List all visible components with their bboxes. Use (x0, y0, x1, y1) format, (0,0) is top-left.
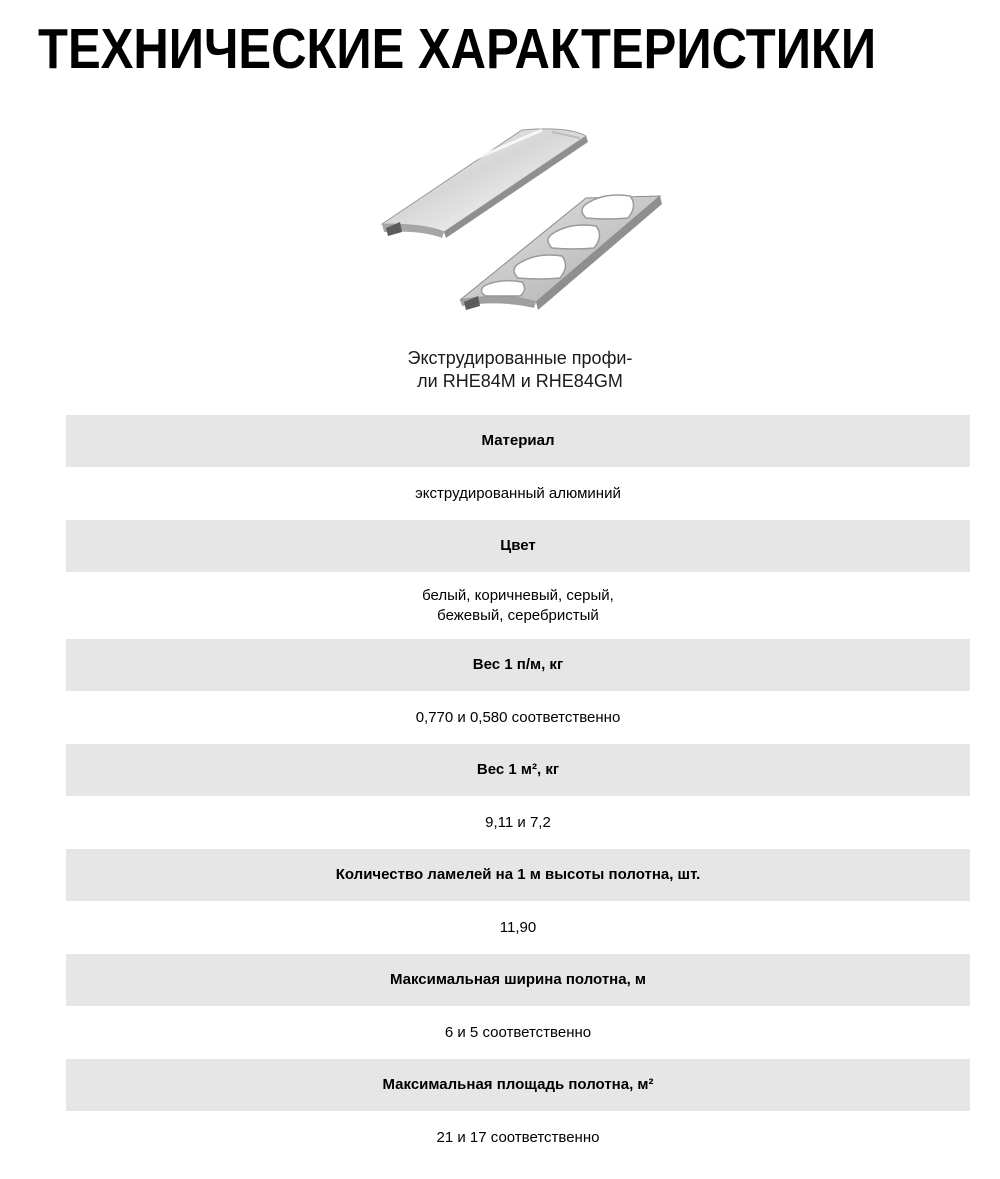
spec-header-max-area: Максимальная площадь полотна, м² (66, 1059, 970, 1111)
spec-value-max-area: 21 и 17 соответственно (66, 1111, 970, 1164)
spec-value-weight-per-meter: 0,770 и 0,580 соответственно (66, 691, 970, 744)
spec-value-color-line: бежевый, серебристый (437, 606, 599, 624)
spec-header-material: Материал (66, 415, 970, 467)
spec-header-color: Цвет (66, 520, 970, 572)
spec-header-weight-per-meter: Вес 1 п/м, кг (66, 639, 970, 691)
perforated-profile (460, 195, 662, 310)
spec-header-weight-per-sqm: Вес 1 м², кг (66, 744, 970, 796)
spec-header-max-width: Максимальная ширина полотна, м (66, 954, 970, 1006)
profile-caption (320, 347, 720, 393)
specifications-table (66, 415, 970, 1164)
profile-illustration (372, 126, 668, 312)
spec-value-max-width: 6 и 5 соответственно (66, 1006, 970, 1059)
caption-line: Экструдированные профи- (407, 348, 633, 368)
spec-value-material: экструдированный алюминий (66, 467, 970, 520)
spec-header-slats-per-meter: Количество ламелей на 1 м высоты полотна, шт. (66, 849, 970, 901)
page-title: ТЕХНИЧЕСКИЕ ХАРАКТЕРИСТИКИ (38, 17, 877, 81)
spec-value-slats-per-meter: 11,90 (66, 901, 970, 954)
spec-value-color-line: белый, коричневый, серый, (422, 586, 614, 604)
spec-value-weight-per-sqm: 9,11 и 7,2 (66, 796, 970, 849)
caption-line: ли RHE84M и RHE84GM (417, 371, 623, 391)
spec-value-color (66, 572, 970, 639)
